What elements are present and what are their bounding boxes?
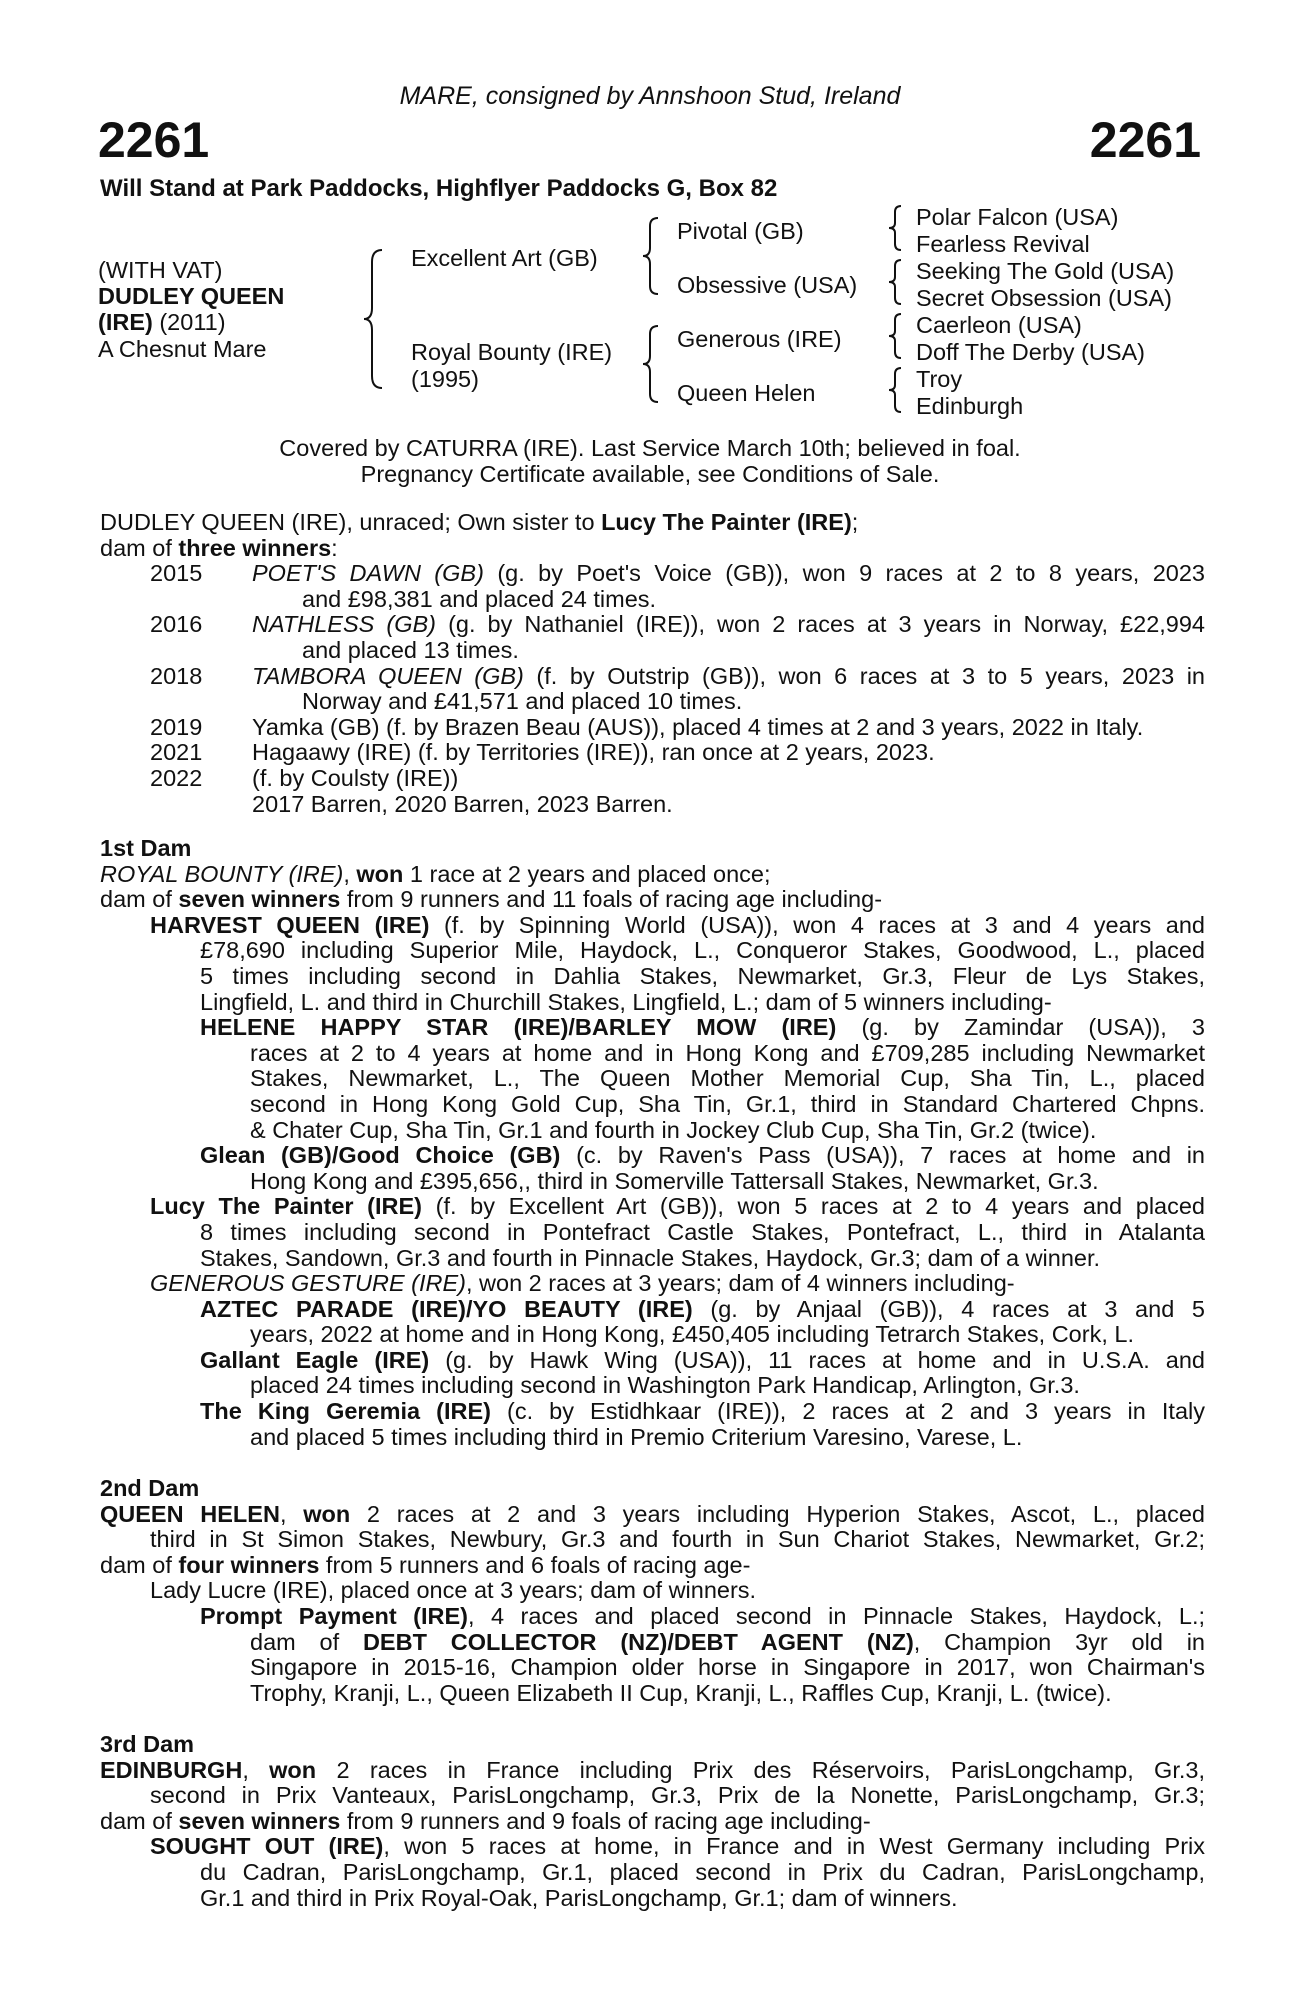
sister-name: Lucy The Painter (IRE) — [601, 509, 852, 535]
consignment-line: MARE, consigned by Annshoon Stud, Ireland — [399, 82, 901, 110]
third-dam-name: EDINBURGH — [100, 1756, 243, 1783]
produce-name: POET'S DAWN (GB) — [252, 560, 484, 587]
second-dam-section: 2nd Dam QUEEN HELEN, won 2 races at 2 and 3 years including Hyperion Stakes, Ascot, L., placed third in St Simon Stakes, Newbury, Gr.3 and fourth in Sun Chariot Stakes, Newmarket, Gr.2; dam of four winners from 5 runners and 6 foals of racing age- Lady Lucre (IRE), placed once at 3 years; dam of winners. Prompt Payment (IRE), 4 races and placed second in Pinnacle Stakes, Haydock, L.; dam of DEBT COLLECTOR (NZ)/DEBT AGENT (NZ), Champion 3yr old in Singapore in 2015-16, Champion older horse in Singapore in 2017, won Chairman's Trophy, Kranji, L., Queen Elizabeth II Cup, Kranji, L., Raffles Cup, Kranji, L. (twice). — [100, 1475, 1206, 1706]
pedigree-g4: Secret Obsession (USA) — [916, 285, 1172, 311]
pedigree-g6: Doff The Derby (USA) — [916, 339, 1145, 365]
pedigree-g7: Troy — [916, 366, 963, 392]
sought-out-entry: SOUGHT OUT (IRE), won 5 races at home, in France and in West Germany including Prix du Cadran, ParisLongchamp, Gr.1, placed second in Prix du Cadran, ParisLongchamp, Gr.1 and third in Prix Royal-Oak, ParisLongchamp, Gr.1; dam of winners. — [150, 1833, 1205, 1911]
lucy-the-painter-entry: Lucy The Painter (IRE) (f. by Excellent Art (GB)), won 5 races at 2 to 4 years and placed 8 times including second in Pontefract Castle Stakes, Pontefract, L., third in Atalanta Stakes, Sandown, Gr.3 and fourth in Pinnacle Stakes, Haydock, Gr.3; dam of a winner. — [150, 1193, 1205, 1271]
produce-row-2015: 2015 POET'S DAWN (GB) (g. by Poet's Voice (GB)), won 9 races at 2 to 8 years, 2023 — [150, 560, 1205, 587]
glean-entry: Glean (GB)/Good Choice (GB) (c. by Raven's Pass (USA)), 7 races at home and in Hong Kong and £395,656,, third in Somerville Tattersall Stakes, Newmarket, Gr.3. — [200, 1142, 1205, 1194]
lucy-the-painter-name: Lucy The Painter (IRE) — [150, 1193, 422, 1220]
glean-name: Glean (GB)/Good Choice (GB) — [200, 1142, 561, 1169]
produce-section: DUDLEY QUEEN (IRE), unraced; Own sister to Lucy The Painter (IRE); dam of three winners: 2015 POET'S DAWN (GB) (g. by Poet's Voice (GB)), won 9 races at 2 to 8 years, 2023 and £98,381 and placed 24 times. 2016 NATHLESS (GB) (g. by Nathaniel (IRE)), won 2 races at 3 years in Norway, £22,994 and placed 13 times. 2018 TAMBORA QUEEN (GB) (f. by Outstrip (GB)), won 6 races at 3 to 5 years, 2023 in Norway and £41,571 and placed 10 times. 2019 Yamka (GB) (f. by Brazen Beau (AUS)), placed 4 times at 2 and 3 years, 2022 in Italy. 2021 Hagaawy (IRE) (f. by Territories (IRE)), ran once at 2 years, 2023. 2022 (f. by Coulsty (IRE)) 2017 Barren, 2020 Barren, 2023 Barren. — [100, 509, 1205, 817]
aztec-parade-name: AZTEC PARADE (IRE)/YO BEAUTY (IRE) — [200, 1295, 693, 1322]
pedigree-brace-g2 — [886, 258, 904, 306]
produce-row-2018: 2018 TAMBORA QUEEN (GB) (f. by Outstrip (GB)), won 6 races at 3 to 5 years, 2023 in — [150, 662, 1205, 689]
generous-gesture-name: GENEROUS GESTURE (IRE) — [150, 1270, 466, 1297]
pedigree-g1: Polar Falcon (USA) — [916, 204, 1119, 230]
pedigree-g8: Edinburgh — [916, 393, 1024, 419]
aztec-parade-entry: AZTEC PARADE (IRE)/YO BEAUTY (IRE) (g. by Anjaal (GB)), 4 races at 3 and 5 years, 2022 at home and in Hong Kong, £450,405 including Tetrarch Stakes, Cork, L. — [200, 1295, 1205, 1348]
helene-happy-star-name: HELENE HAPPY STAR (IRE)/BARLEY MOW (IRE) — [200, 1014, 837, 1041]
produce-name: TAMBORA QUEEN (GB) — [252, 662, 524, 689]
intro-line-2: dam of three winners: — [100, 534, 338, 561]
harvest-queen-entry: HARVEST QUEEN (IRE) (f. by Spinning World (USA)), won 4 races at 3 and 4 years and £78,690 including Superior Mile, Haydock, L., Conqueror Stakes, Goodwood, L., placed 5 times including second in Dahlia Stakes, Newmarket, Gr.3, Fleur de Lys Stakes, Lingfield, L. and third in Churchill Stakes, Lingfield, L.; dam of 5 winners including- — [150, 911, 1205, 1015]
pedigree-sire-sire: Pivotal (GB) — [677, 218, 804, 244]
produce-row-2022: 2022 (f. by Coulsty (IRE)) — [150, 764, 459, 791]
pedigree-brace-sire — [640, 216, 662, 296]
first-dam-heading: 1st Dam — [100, 835, 192, 861]
horse-name: DUDLEY QUEEN — [98, 283, 285, 309]
produce-row-2021: 2021 Hagaawy (IRE) (f. by Territories (IRE)), ran once at 2 years, 2023. — [150, 739, 935, 766]
horse-country: (IRE) — [98, 309, 153, 335]
sought-out-name: SOUGHT OUT (IRE) — [150, 1833, 384, 1860]
gallant-eagle-entry: Gallant Eagle (IRE) (g. by Hawk Wing (USA)), 11 races at home and in U.S.A. and placed 24 times including second in Washington Park Handicap, Arlington, Gr.3. — [200, 1346, 1205, 1399]
covered-line-2: Pregnancy Certificate available, see Conditions of Sale. — [360, 461, 940, 487]
lady-lucre-entry: Lady Lucre (IRE), placed once at 3 years; dam of winners. — [150, 1577, 757, 1604]
harvest-queen-name: HARVEST QUEEN (IRE) — [150, 911, 430, 938]
pedigree-g3: Seeking The Gold (USA) — [916, 258, 1175, 284]
helene-happy-star-entry: HELENE HAPPY STAR (IRE)/BARLEY MOW (IRE) (g. by Zamindar (USA)), 3 races at 2 to 4 years at home and in Hong Kong and £709,285 including Newmarket Stakes, Newmarket, L., The Queen Mother Memorial Cup, Sha Tin, L., placed second in Hong Kong Gold Cup, Sha Tin, Gr.1, third in Standard Chartered Chpns. & Chater Cup, Sha Tin, Gr.1 and fourth in Jockey Club Cup, Sha Tin, Gr.2 (twice). — [200, 1014, 1205, 1143]
pedigree-brace-g4 — [886, 366, 904, 414]
pedigree-brace-dam — [640, 324, 662, 404]
covered-line-1: Covered by CATURRA (IRE). Last Service March 10th; believed in foal. — [279, 435, 1021, 461]
pedigree-brace-main — [362, 248, 388, 390]
pedigree-dam: Royal Bounty (IRE) — [411, 339, 613, 365]
second-dam-heading: 2nd Dam — [100, 1475, 200, 1501]
the-king-geremia-name: The King Geremia (IRE) — [200, 1398, 491, 1425]
pedigree-g2: Fearless Revival — [916, 231, 1090, 257]
pedigree-g5: Caerleon (USA) — [916, 312, 1082, 338]
pedigree-sire-dam: Obsessive (USA) — [677, 272, 858, 298]
third-dam-heading: 3rd Dam — [100, 1731, 195, 1757]
first-dam-name: ROYAL BOUNTY (IRE) — [100, 860, 344, 887]
prompt-payment-name: Prompt Payment (IRE) — [200, 1602, 468, 1629]
stand-location: Will Stand at Park Paddocks, Highflyer Paddocks G, Box 82 — [100, 175, 778, 202]
horse-year: (2011) — [152, 309, 226, 335]
third-dam-section: 3rd Dam EDINBURGH, won 2 races in France including Prix des Réservoirs, ParisLongchamp, Gr.3, second in Prix Vanteaux, ParisLongchamp, Gr.3, Prix de la Nonette, ParisLongchamp, Gr.3; dam of seven winners from 9 runners and 9 foals of racing age including- SOUGHT OUT (IRE), won 5 races at home, in France and in West Germany including Prix du Cadran, ParisLongchamp, Gr.1, placed second in Prix du Cadran, ParisLongchamp, Gr.1 and third in Prix Royal-Oak, ParisLongchamp, Gr.1; dam of winners. — [100, 1731, 1205, 1911]
intro-line-1: DUDLEY QUEEN (IRE), unraced; Own sister to Lucy The Painter (IRE); — [100, 509, 859, 535]
vat-note: (WITH VAT) — [98, 257, 223, 283]
pedigree-brace-g1 — [886, 204, 904, 252]
pedigree-sire: Excellent Art (GB) — [411, 245, 598, 271]
prompt-payment-entry: Prompt Payment (IRE), 4 races and placed second in Pinnacle Stakes, Haydock, L.; dam of DEBT COLLECTOR (NZ)/DEBT AGENT (NZ), Champion 3yr old in Singapore in 2015-16, Champion older horse in Singapore in 2017, won Chairman's Trophy, Kranji, L., Queen Elizabeth II Cup, Kranji, L., Raffles Cup, Kranji, L. (twice). — [200, 1602, 1206, 1706]
produce-row-2016: 2016 NATHLESS (GB) (g. by Nathaniel (IRE)), won 2 races at 3 years in Norway, £22,994 — [150, 611, 1205, 638]
the-king-geremia-entry: The King Geremia (IRE) (c. by Estidhkaar (IRE)), 2 races at 2 and 3 years in Italy and placed 5 times including third in Premio Criterium Varesino, Varese, L. — [200, 1398, 1205, 1450]
horse-description: A Chesnut Mare — [98, 336, 267, 362]
pedigree-dam-sire: Generous (IRE) — [677, 326, 842, 352]
produce-name: NATHLESS (GB) — [252, 611, 436, 638]
debt-collector-name: DEBT COLLECTOR (NZ)/DEBT AGENT (NZ) — [362, 1628, 914, 1655]
lot-number-left: 2261 — [98, 112, 210, 168]
lot-number-right: 2261 — [1089, 112, 1201, 168]
pedigree-brace-g3 — [886, 312, 904, 360]
pedigree-dam-dam: Queen Helen — [677, 380, 816, 406]
generous-gesture-entry: GENEROUS GESTURE (IRE), won 2 races at 3 years; dam of 4 winners including- — [150, 1270, 1015, 1297]
horse-country-year — [98, 310, 226, 336]
first-dam-section: 1st Dam ROYAL BOUNTY (IRE), won 1 race at 2 years and placed once; dam of seven winners from 9 runners and 11 foals of racing age including- HARVEST QUEEN (IRE) (f. by Spinning World (USA)), won 4 races at 3 and 4 years and £78,690 including Superior Mile, Haydock, L., Conqueror Stakes, Goodwood, L., placed 5 times including second in Dahlia Stakes, Newmarket, Gr.3, Fleur de Lys Stakes, Lingfield, L. and third in Churchill Stakes, Lingfield, L.; dam of 5 winners including- HELENE HAPPY STAR (IRE)/BARLEY MOW (IRE) (g. by Zamindar (USA)), 3 races at 2 to 4 years at home and in Hong Kong and £709,285 including Newmarket Stakes, Newmarket, L., The Queen Mother Memorial Cup, Sha Tin, L., placed second in Hong Kong Gold Cup, Sha Tin, Gr.1, third in Standard Chartered Chpns. & Chater Cup, Sha Tin, Gr.1 and fourth in Jockey Club Cup, Sha Tin, Gr.2 (twice). Glean (GB)/Good Choice (GB) (c. by Raven's Pass (USA)), 7 races at home and in Hong Kong and £395,656,, third in Somerville Tattersall Stakes, Newmarket, Gr.3. Lucy The Painter (IRE) (f. by Excellent Art (GB)), won 5 races at 2 to 4 years and placed 8 times including second in Pontefract Castle Stakes, Pontefract, L., third in Atalanta Stakes, Sandown, Gr.3 and fourth in Pinnacle Stakes, Haydock, Gr.3; dam of a winner. GENEROUS GESTURE (IRE), won 2 races at 3 years; dam of 4 winners including- AZTEC PARADE (IRE)/YO BEAUTY (IRE) (g. by Anjaal (GB)), 4 races at 3 and 5 years, 2022 at home and in Hong Kong, £450,405 including Tetrarch Stakes, Cork, L. Gallant Eagle (IRE) (g. by Hawk Wing (USA)), 11 races at home and in U.S.A. and placed 24 times including second in Washington Park Handicap, Arlington, Gr.3. The King Geremia (IRE) (c. by Estidhkaar (IRE)), 2 races at 2 and 3 years in Italy and placed 5 times including third in Premio Criterium Varesino, Varese, L. — [100, 835, 1205, 1450]
produce-row-barren: 2017 Barren, 2020 Barren, 2023 Barren. — [252, 790, 673, 817]
pedigree-dam-year: (1995) — [411, 366, 479, 392]
gallant-eagle-name: Gallant Eagle (IRE) — [200, 1346, 430, 1373]
produce-row-2019: 2019 Yamka (GB) (f. by Brazen Beau (AUS)), placed 4 times at 2 and 3 years, 2022 in Italy. — [150, 713, 1144, 740]
second-dam-name: QUEEN HELEN — [100, 1500, 280, 1527]
